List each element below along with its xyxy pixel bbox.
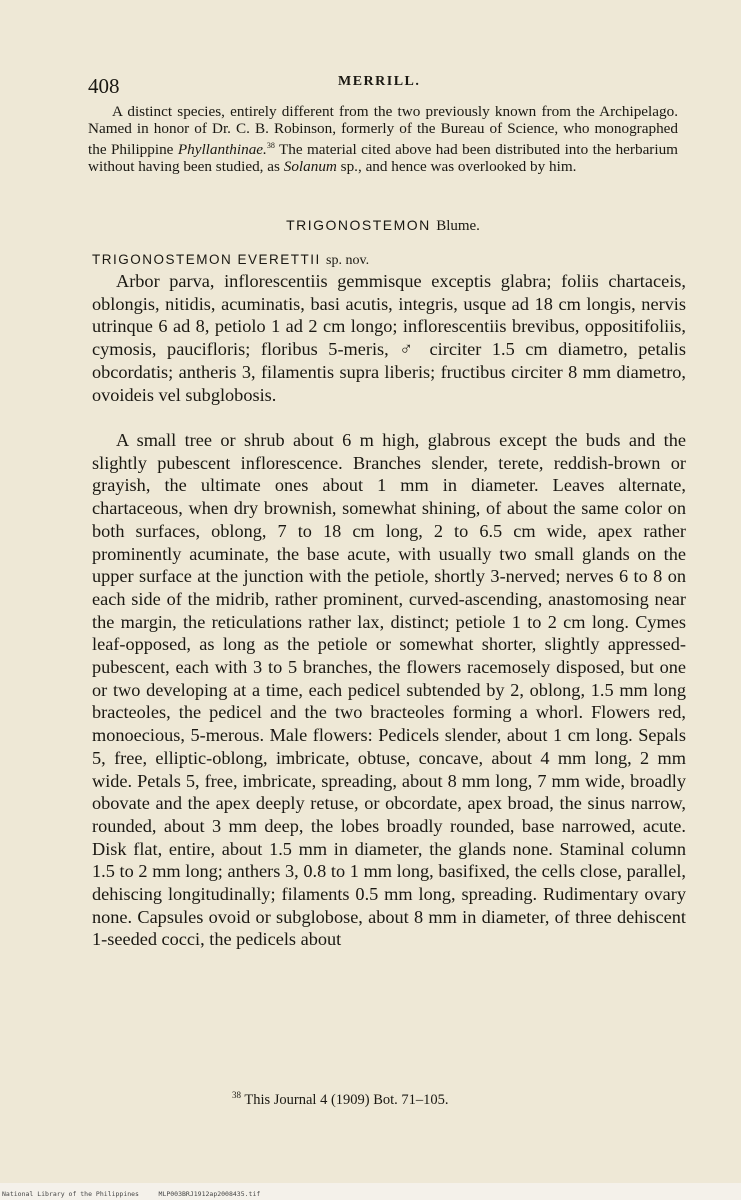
genus-name: TRIGONOSTEMON — [286, 217, 431, 233]
page-number: 408 — [88, 74, 120, 98]
running-head: MERRILL. — [338, 74, 421, 89]
scan-source-note: National Library of the Philippines MLP003BRJ1912ap2008435.tif — [2, 1190, 261, 1198]
intro-text-1: A distinct species, entirely different from the two previously known from the Archipelago. Named in honor of Dr. C. B. Robinson, formerly of the Bureau of Science, who monographed the Philippine — [88, 103, 678, 159]
species-description: A small tree or shrub about 6 m high, glabrous except the buds and the slightly pubescent inflorescence. Branches slender, terete, reddish-brown or grayish, the ultimate ones about 1 mm in diameter. Leaves alternate, chartaceous, when dry brownish, somewhat shining, of about the same color on both surfaces, oblong, 7 to 18 cm long, 2 to 6.5 cm wide, apex rather prominently acuminate, the base acute, with usually two small glands on the upper surface at the junction with the petiole, shortly 3-nerved; nerves 6 to 8 on each side of the midrib, rather prominent, curved-ascending, anastomosing near the margin, the reticulations rather lax, distinct; petiole 1 to 2 cm long. Cymes leaf-opposed, as long as the petiole or somewhat shorter, slightly appressed-pubescent, each with 3 to 5 branches, the flowers racemosely disposed, but one or two developing at a time, each pedicel subtended by 2, oblong, 1.5 mm long bracteoles, the pedicel and the two bracteoles forming a whorl. Flowers red, monoecious, 5-merous. Male flowers: Pedicels slender, about 1 cm long. Sepals 5, free, elliptic-oblong, imbricate, obtuse, concave, about 4 mm long, 2 mm wide. Petals 5, free, imbricate, spreading, about 8 mm long, 7 mm wide, broadly obovate and the apex deeply retuse, or obcordate, apex broad, the sinus narrow, rounded, about 3 mm deep, the lobes broadly rounded, base narrowed, acute. Disk flat, entire, about 1.5 mm in diameter, the glands none. Staminal column 1.5 to 2 mm long; anthers 3, 0.8 to 1 mm long, basifixed, the cells close, parallel, dehiscing longitudinally; filaments 0.5 mm long, spreading. Rudimentary ovary none. Capsules ovoid or subglobose, about 8 mm in diameter, of three dehiscent 1-seeded cocci, the pedicels about — [92, 430, 686, 950]
footnote — [232, 1090, 449, 1109]
intro-italic-phyllanthinae: Phyllanthinae. — [177, 141, 267, 159]
genus-heading — [88, 217, 678, 235]
species-name: TRIGONOSTEMON EVERETTII — [92, 252, 321, 267]
footnote-text: This Journal 4 (1909) Bot. 71–105. — [241, 1091, 449, 1108]
species-status: sp. nov. — [326, 253, 370, 268]
intro-text-2: The material cited above had been distributed into the herbarium without having been studied, as — [88, 141, 678, 176]
intro-text-3: sp., and hence was overlooked by him. — [336, 158, 577, 176]
species-heading — [92, 252, 369, 269]
latin-diagnosis: Arbor parva, inflorescentiis gemmisque exceptis glabra; foliis chartaceis, oblongis, nitidis, acuminatis, basi acutis, integris, usque ad 18 cm longis, nervis utrinque 6 ad 8, petiolo 1 ad 2 cm longo; inflorescentiis brevibus, oppositifoliis, cymosis, paucifloris; floribus 5-meris, ♂ circiter 1.5 cm diametro, petalis obcordatis; antheris 3, filamentis supra liberis; fructibus circiter 8 mm diametro, ovoideis vel subglobosis. — [92, 271, 686, 405]
footnote-ref: 38 — [266, 141, 275, 150]
footnote-number: 38 — [232, 1090, 241, 1100]
genus-authority: Blume. — [436, 218, 480, 234]
page-header — [88, 74, 688, 102]
intro-italic-solanum: Solanum — [283, 158, 337, 176]
intro-paragraph — [88, 103, 678, 175]
